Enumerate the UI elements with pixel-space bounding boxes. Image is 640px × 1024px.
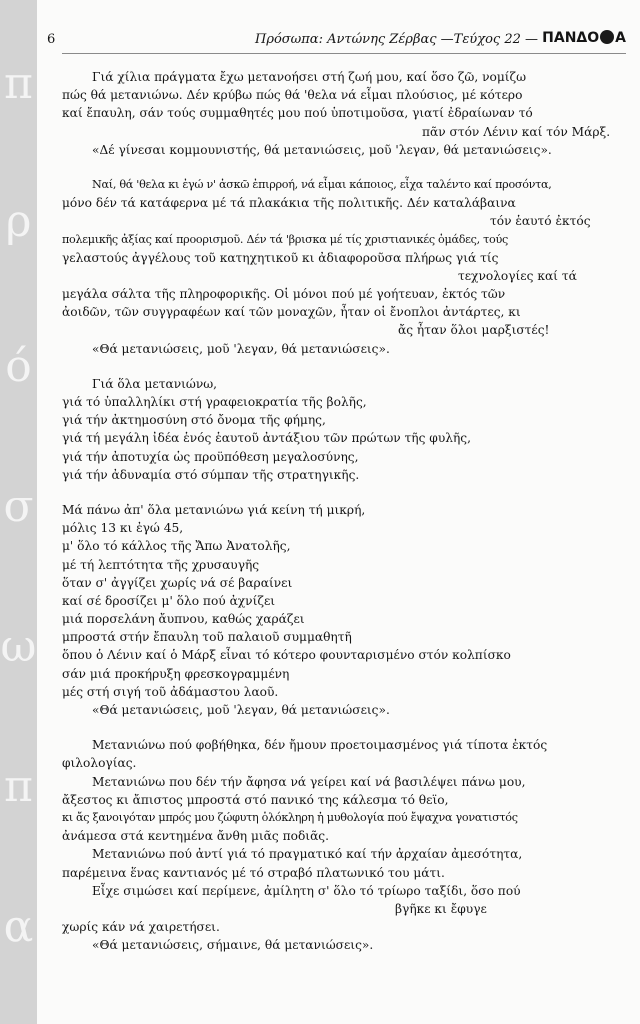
text-line: τεχνολογίες καί τά [458,268,577,283]
text-line: Μετανιώνω που δέν τήν ἄφησα νά γείρει καί νά βασιλέψει πάνω μου, [92,774,526,789]
logo-text-right: Α [615,30,626,46]
text-line: παρέμεινα ἕνας καντιανός μέ τό στραβό πλατωνικό του μάτι. [62,865,445,880]
page-number: 6 [47,32,56,47]
side-letter: ό [5,341,32,392]
text-line: τόν ἑαυτό ἐκτός [490,214,591,229]
magazine-logo [542,30,626,46]
text-line: ἄς ἦταν ὅλοι μαρξιστές! [398,323,550,338]
text-line: ἄξεστος κι ἄπιστος μπροστά στό πανικό της κάλεσμα τό θεϊο, [62,792,449,807]
text-line: γιά τήν ἀποτυχία ὡς προϋπόθεση μεγαλοσύνης, [62,449,359,464]
text-line: καί σέ δροσίζει μ' ὅλο πού ἀχνίζει [62,593,276,608]
side-letter: π [4,761,33,812]
text-line: μέ τή λεπτότητα τῆς χρυσαυγῆς [62,557,260,572]
text-line: ὅπου ὁ Λένιν καί ὁ Μάρξ εἶναι τό κότερο φουνταρισμένο στόν κολπίσκο [62,648,511,663]
text-line: Γιά χίλια πράγματα ἔχω μετανοήσει στή ζωή μου, καί ὅσο ζῶ, νομίζω [92,70,527,84]
text-line: φιλολογίας. [62,756,137,771]
text-line: Ναί, θά 'θελα κι ἐγώ ν' ἀσκῶ ἐπιρροή, νά εἶμαι κάποιος, εἶχα ταλέντο καί προσόντα, [92,177,552,191]
text-line: ἀνάμεσα στά κεντημένα ἄνθη μιᾶς ποδιᾶς. [62,829,330,844]
text-line: μές στή σιγή τοῦ ἀδάμαστου λαοῦ. [62,684,279,699]
logo-circle-icon [600,30,614,44]
text-line: γιά τή μεγάλη ἰδέα ἑνός ἑαυτοῦ ἀντάξιου τῶν πρώτων τῆς φυλῆς, [62,431,471,446]
side-letter: ω [0,621,37,672]
text-line: Μετανιώνω πού ἀντί γιά τό πραγματικό καί τήν ἀρχαίαν ἀμεσότητα, [92,847,523,862]
logo-text-left: ΠΑΝΔΟ [542,30,600,46]
text-line: καί ἔπαυλη, σάν τούς συμμαθητές μου πού ὑποτιμοῦσα, γιατί ἐδραίωναν τό [62,106,533,121]
text-line: Γιά ὅλα μετανιώνω, [92,376,218,391]
text-line: Εἶχε σιμώσει καί περίμενε, ἀμίλητη σ' ὅλο τό τρίωρο ταξίδι, ὅσο πού [92,883,521,898]
text-line: μεγάλα σάλτα τῆς πληροφορικῆς. Οἱ μόνοι πού μέ γοήτευαν, ἐκτός τῶν [62,287,506,302]
text-line: «Θά μετανιώσεις, μοῦ 'λεγαν, θά μετανιώσεις». [92,341,390,356]
text-line: μόνο δέν τά κατάφερνα μέ τά πλακάκια τῆς πολιτικῆς. Δέν καταλάβαινα [62,196,516,211]
side-letter: σ [3,481,34,532]
text-line: μιά πορσελάνη ἄυπνου, καθώς χαράζει [62,612,305,627]
page-header [47,30,626,52]
text-line: γιά τήν ἀκτημοσύνη στό ὄνομα τῆς φήμης, [62,413,326,428]
text-line: κι ἄς ξανοιγόταν μπρός μου ζώφυτη ὁλόκληρη ἡ μυθολογία πού ἔψαχνα γονατιστός [62,810,518,824]
text-line: μπροστά στήν ἔπαυλη τοῦ παλαιοῦ συμμαθητῆ [62,630,352,645]
side-letter: α [3,901,34,952]
side-letter: ρ [5,196,32,247]
text-line: ὅταν σ' ἀγγίζει χωρίς νά σέ βαραίνει [62,575,293,590]
decorative-side-strip [0,0,37,1024]
running-title: Πρόσωπα: Αντώνης Ζέρβας —Τεύχος 22 — [254,32,538,47]
side-letter: π [4,58,33,109]
text-line: Μετανιώνω πού φοβήθηκα, δέν ἤμουν προετοιμασμένος γιά τίποτα ἐκτός [92,738,548,753]
text-line: πώς θά μετανιώνω. Δέν κρύβω πώς θά 'θελα νά εἶμαι πλούσιος, μέ κότερο [62,88,523,103]
text-line: γελαστούς ἀγγέλους τοῦ κατηχητικοῦ κι ἀδιαφοροῦσα πλήρως γιά τίς [62,250,499,265]
text-line: σάν μιά προκήρυξη φρεσκογραμμένη [62,666,290,681]
text-line: ἀοιδῶν, τῶν συγγραφέων καί τῶν μοναχῶν, ἦταν οἱ ἔνοπλοι ἀντάρτες, κι [62,305,521,320]
text-line: γιά τό ὑπαλληλίκι στή γραφειοκρατία τῆς βολῆς, [62,395,367,409]
text-line: βγῆκε κι ἔφυγε [395,901,487,916]
header-divider [62,53,626,54]
text-line: χωρίς κάν νά χαιρετήσει. [62,920,220,935]
text-line: «Θά μετανιώσεις, σήμαινε, θά μετανιώσεις». [92,938,374,953]
text-line: μόλις 13 κι ἐγώ 45, [62,521,184,536]
text-line: γιά τήν ἀδυναμία στό σύμπαν τῆς στρατηγικῆς. [62,467,360,482]
text-line: μ' ὅλο τό κάλλος τῆς Ἄπω Ἀνατολῆς, [62,539,291,554]
text-line: πολεμικῆς ἀξίας καί προορισμοῦ. Δέν τά 'βρισκα μέ τίς χριστιανικές ὁμάδες, τούς [62,232,508,246]
text-line: «Θά μετανιώσεις, μοῦ 'λεγαν, θά μετανιώσεις». [92,703,390,717]
article-body [62,68,611,954]
text-line: «Δέ γίνεσαι κομμουνιστής, θά μετανιώσεις, μοῦ 'λεγαν, θά μετανιώσεις». [92,142,552,157]
text-line: πᾶν στόν Λένιν καί τόν Μάρξ. [422,124,611,139]
text-line: Μά πάνω ἀπ' ὅλα μετανιώνω γιά κείνη τή μικρή, [62,502,366,517]
